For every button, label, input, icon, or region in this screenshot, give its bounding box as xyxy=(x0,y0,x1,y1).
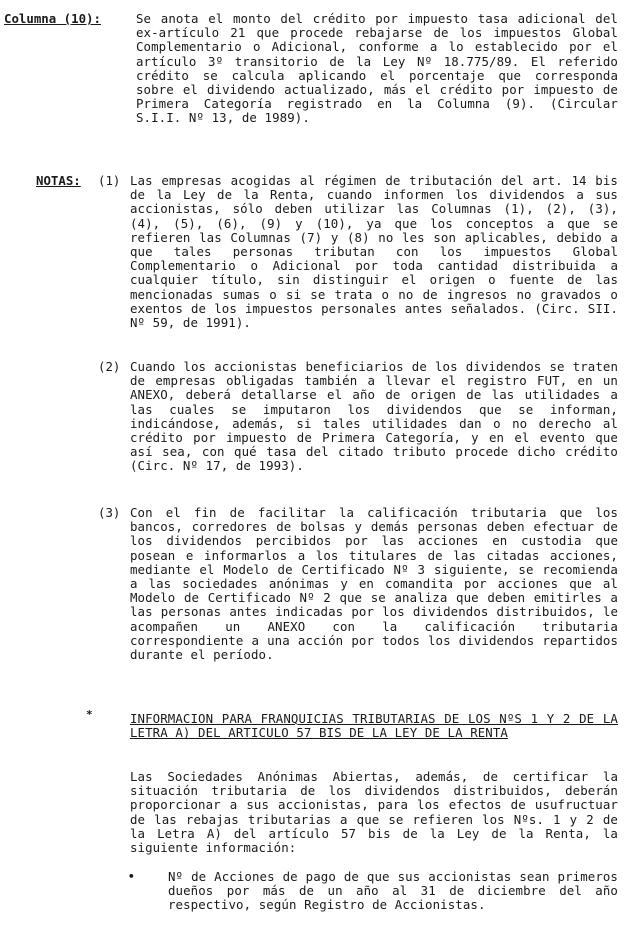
asterisk-marker: * xyxy=(86,708,93,721)
nota-3-number: (3) xyxy=(98,505,121,520)
nota-1-number: (1) xyxy=(98,173,121,188)
informacion-bullet-1-text: Nº de Acciones de pago de que sus accionistas sean primeros dueños por más de un año al 31 de diciembre del año respectivo, según Registro de Accionistas. xyxy=(168,869,618,913)
nota-3-text: Con el fin de facilitar la calificación tributaria que los bancos, corredores de bolsas y demás personas deben efectuar de los dividendos percibidos por las acciones en custodia que posean e informarlos a los titulares de las citadas acciones, mediante el Modelo de Certificado Nº 3 siguiente, se recomienda a las sociedades anónimas y en comandita por acciones que al Modelo de Certificado Nº 2 que se analiza que deben emitirles a las personas antes indicadas por los dividendos distribuidos, le acompañen un ANEXO con la calificación tributaria correspondiente a una acción por todos los dividendos repartidos durante el período. xyxy=(130,505,618,663)
informacion-text: Las Sociedades Anónimas Abiertas, además, de certificar la situación tributaria de los dividendos distribuidos, deberán proporcionar a sus accionistas, para los efectos de usufructuar de las rebajas tributarias a que se refieren los Nºs. 1 y 2 de la Letra A) del artículo 57 bis de la Ley de la Renta, la siguiente información: xyxy=(130,769,618,856)
nota-1-text: Las empresas acogidas al régimen de tributación del art. 14 bis de la Ley de la Renta, cuando informen los dividendos a sus accionistas, sólo deben utilizar las Columnas (1), (2), (3), (4), (5), (6), (9) y (10), ya que los conceptos a que se refieren las Columnas (7) y (8) no les son aplicables, debido a que tales personas tributan con los impuestos Global Complementario o Adicional por toda cantidad distribuida a cualquier título, sin distinguir el origen o fuente de las mencionadas sumas o si se trata o no de ingresos no gravados o exentos de los impuestos personales antes señalados. (Circ. SII. Nº 59, de 1991). xyxy=(130,173,618,331)
nota-2-text: Cuando los accionistas beneficiarios de los dividendos se traten de empresas obligadas también a llevar el registro FUT, en un ANEXO, deberá detallarse el año de origen de las utilidades a las cuales se imputaron los dividendos que se informan, indicándose, además, si tales utilidades dan o no derecho al crédito por impuesto de Primera Categoría, y en el evento que así sea, con qué tasa del citado tributo procede dicho crédito (Circ. Nº 17, de 1993). xyxy=(130,359,618,474)
bullet-marker: • xyxy=(128,870,135,883)
columna-10-text: Se anota el monto del crédito por impuesto tasa adicional del ex-artículo 21 que procede rebajarse de los impuestos Global Complementario o Adicional, conforme a lo establecido por el artículo 3º transitorio de la Ley Nº 18.775/89. El referido crédito se calcula aplicando el porcentaje que corresponda sobre el dividendo actualizado, más el crédito por impuesto de Primera Categoría registrado en la Columna (9). (Circular S.I.I. Nº 13, de 1989). xyxy=(136,11,618,126)
informacion-heading: INFORMACION PARA FRANQUICIAS TRIBUTARIAS DE LOS NºS 1 Y 2 DE LA LETRA A) DEL ARTICULO 57 BIS DE LA LEY DE LA RENTA xyxy=(130,711,618,741)
columna-10-label: Columna (10): xyxy=(4,11,101,26)
nota-2-number: (2) xyxy=(98,359,121,374)
notas-label: NOTAS: xyxy=(36,173,81,188)
